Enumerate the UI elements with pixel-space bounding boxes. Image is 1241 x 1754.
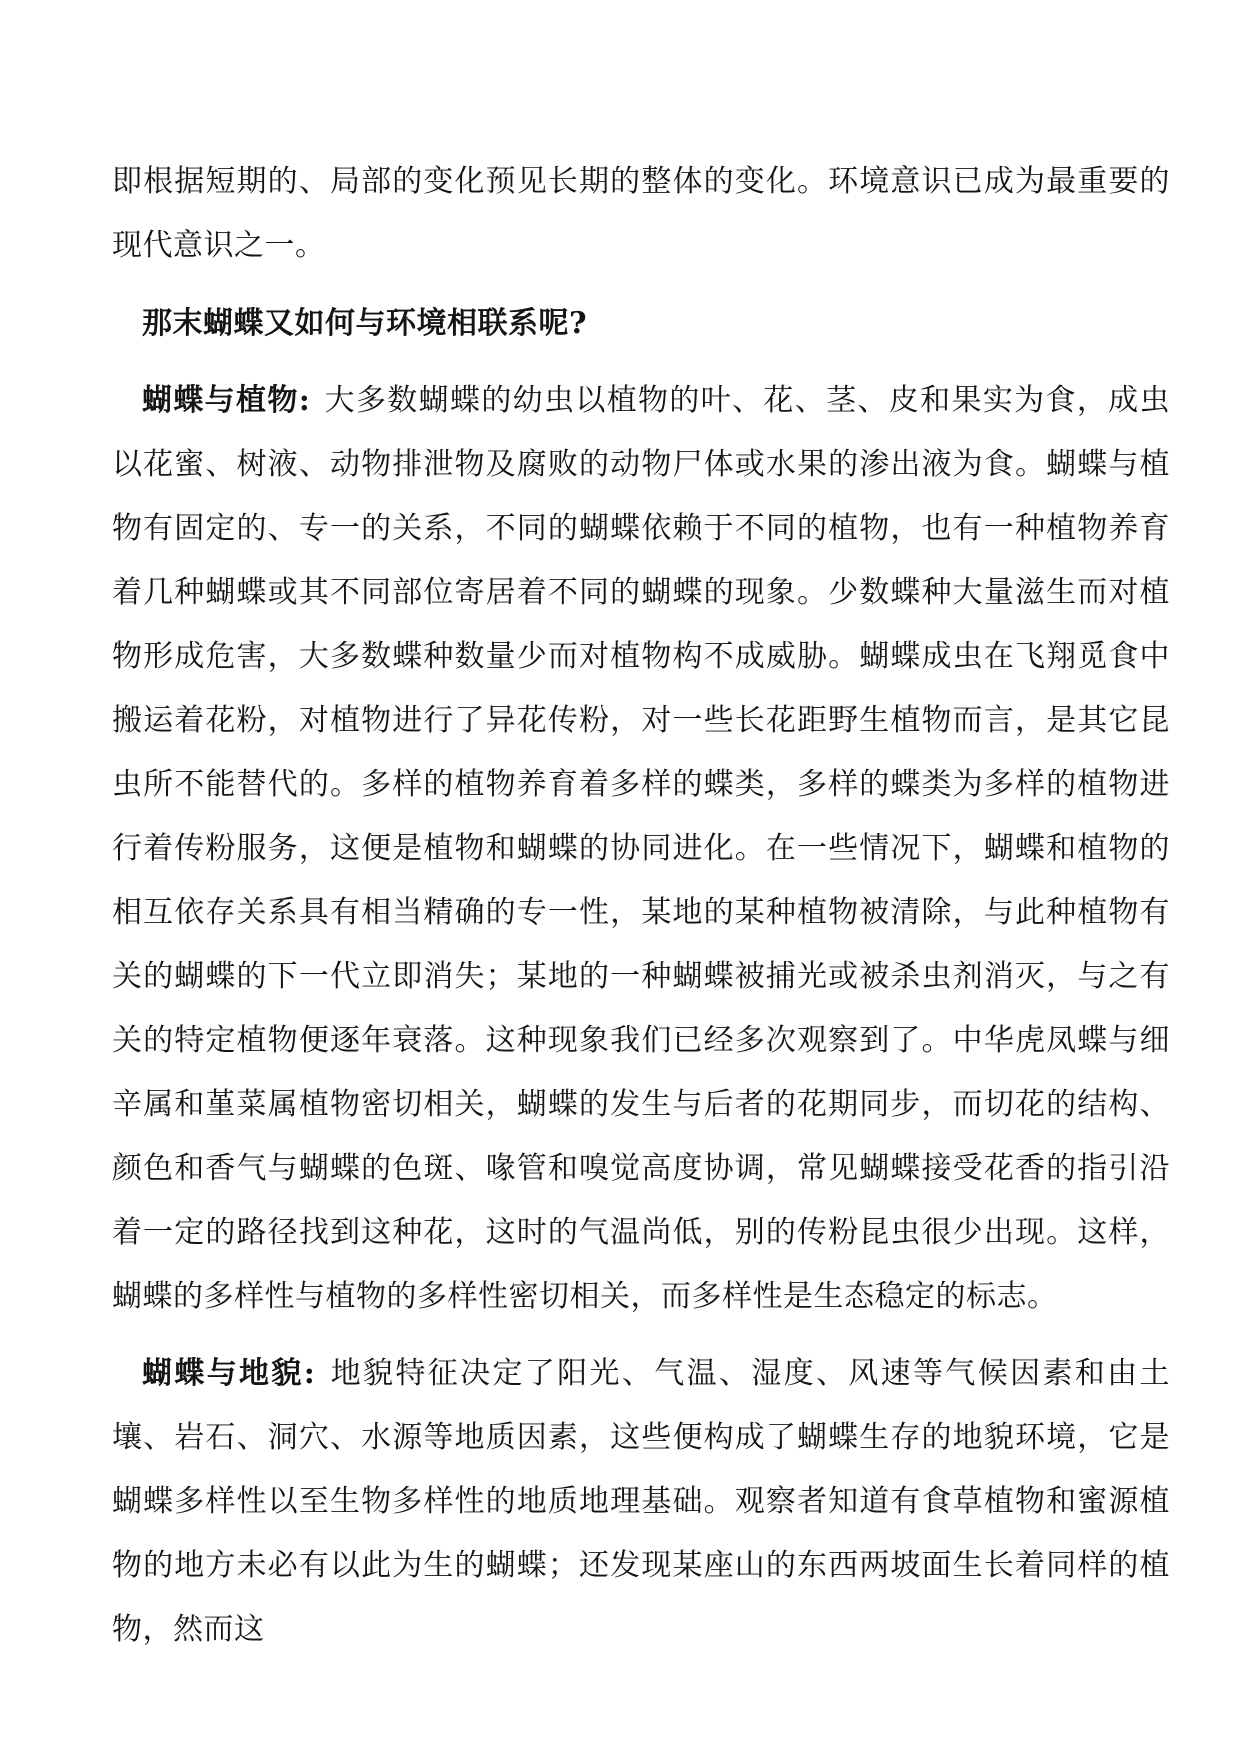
paragraph-text: 地貌特征决定了阳光、气温、湿度、风速等气候因素和由土壤、岩石、洞穴、水源等地质因素，这些便构成了蝴蝶生存的地貌环境，它是蝴蝶多样性以至生物多样性的地质地理基础。观察者知道有食草植物和蜜源植物的地方未必有以此为生的蝴蝶；还发现某座山的东西两坡面生长着同样的植物，然而这 (112, 1356, 1171, 1647)
paragraph-butterflies-and-plants (112, 369, 1170, 1329)
paragraph-lead-label: 蝴蝶与地貌: (142, 1356, 316, 1391)
paragraph-text: 即根据短期的、局部的变化预见长期的整体的变化。环境意识已成为最重要的现代意识之一。 (112, 164, 1170, 263)
paragraph-lead-label: 蝴蝶与植物: (142, 383, 311, 418)
paragraph-continuation (112, 150, 1170, 278)
paragraph-text: 大多数蝴蝶的幼虫以植物的叶、花、茎、皮和果实为食，成虫以花蜜、树液、动物排泄物及腐败的动物尸体或水果的渗出液为食。蝴蝶与植物有固定的、专一的关系，不同的蝴蝶依赖于不同的植物，也有一种植物养育着几种蝴蝶或其不同部位寄居着不同的蝴蝶的现象。少数蝶种大量滋生而对植物形成危害，大多数蝶种数量少而对植物构不成威胁。蝴蝶成虫在飞翔觅食中搬运着花粉，对植物进行了异花传粉，对一些长花距野生植物而言，是其它昆虫所不能替代的。多样的植物养育着多样的蝶类，多样的蝶类为多样的植物进行着传粉服务，这便是植物和蝴蝶的协同进化。在一些情况下，蝴蝶和植物的相互依存关系具有相当精确的专一性，某地的某种植物被清除，与此种植物有关的蝴蝶的下一代立即消失；某地的一种蝴蝶被捕光或被杀虫剂消灭，与之有关的特定植物便逐年衰落。这种现象我们已经多次观察到了。中华虎凤蝶与细辛属和堇菜属植物密切相关，蝴蝶的发生与后者的花期同步，而切花的结构、颜色和香气与蝴蝶的色斑、喙管和嗅觉高度协调，常见蝴蝶接受花香的指引沿着一定的路径找到这种花，这时的气温尚低，别的传粉昆虫很少出现。这样，蝴蝶的多样性与植物的多样性密切相关，而多样性是生态稳定的标志。 (112, 383, 1170, 1314)
page-content (112, 150, 1170, 1662)
section-heading-text: 那末蝴蝶又如何与环境相联系呢? (142, 306, 588, 341)
section-heading (112, 292, 1170, 356)
paragraph-butterflies-and-landforms (112, 1342, 1170, 1662)
